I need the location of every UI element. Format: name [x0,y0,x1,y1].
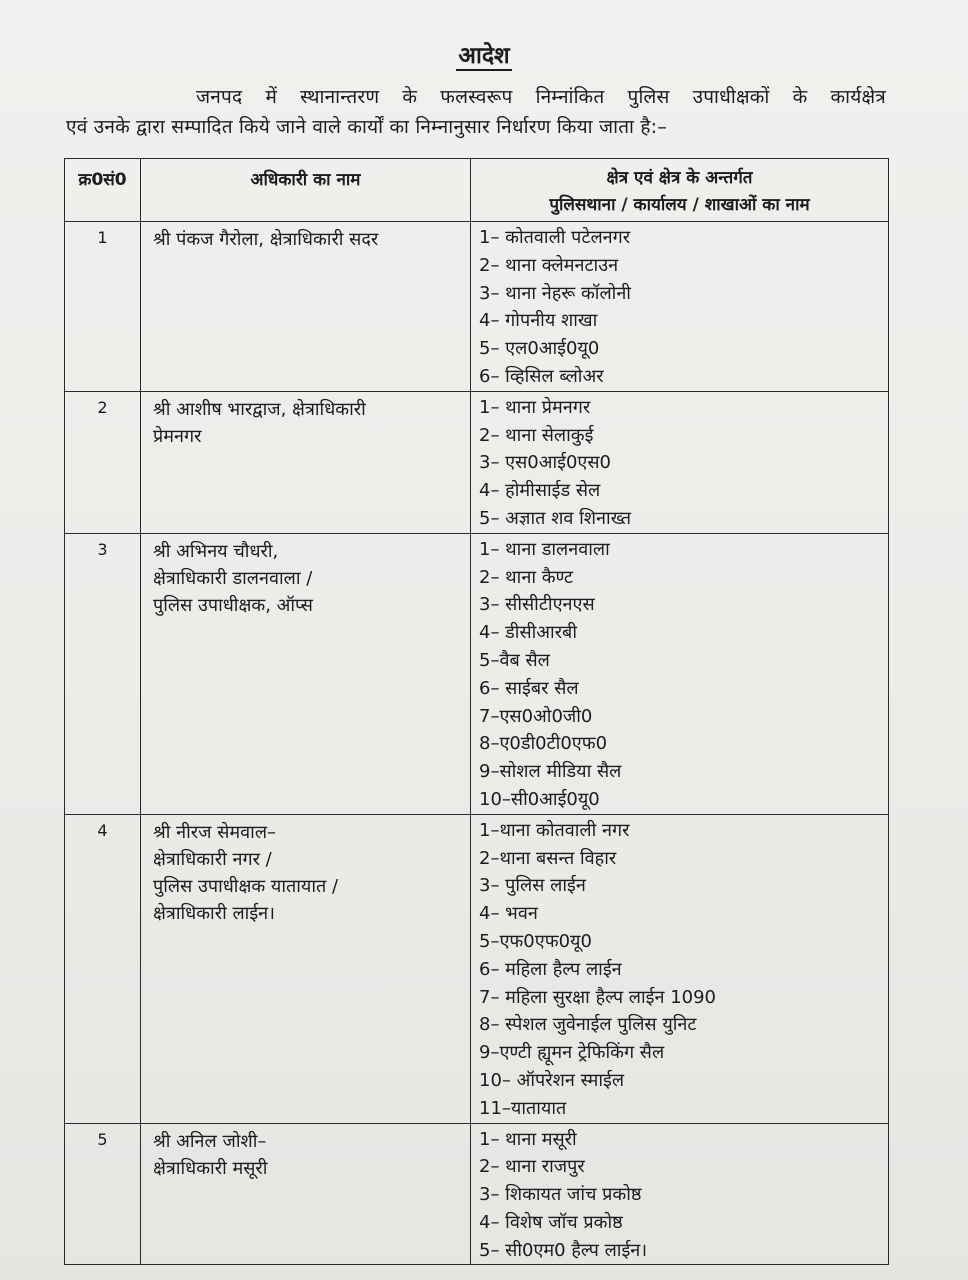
table-body [65,222,889,1265]
officer-name-line: श्री पंकज गैरोला, क्षेत्राधिकारी सदर [153,229,379,250]
list-item: 9–सोशल मीडिया सैल [479,761,622,783]
list-item: 11–यातायात [479,1097,567,1119]
list-item: 7–एस0ओ0जी0 [479,705,593,727]
list-item: 2– थाना राजपुर [479,1156,585,1178]
officer-name-line: क्षेत्राधिकारी नगर / [153,848,272,870]
list-item: 5– अज्ञात शव शिनाख्त [479,507,631,529]
list-item: 5– सी0एम0 हैल्प लाईन। [479,1239,648,1261]
header-area-line-2: पुलिसथाना / कार्यालय / शाखाओं का नाम [549,195,810,215]
officer-name-line: श्री नीरज सेमवाल– [153,821,277,843]
serial-number: 4 [65,814,141,1123]
assigned-area-cell [471,222,889,392]
officer-name-line: क्षेत्राधिकारी डालनवाला / [153,567,313,589]
serial-number: 1 [65,222,141,392]
assignment-table [64,158,889,1265]
list-item: 1–थाना कोतवाली नगर [479,819,630,841]
list-item: 1– कोतवाली पटेलनगर [479,227,631,248]
list-item: 2– थाना कैण्ट [479,566,573,588]
serial-number: 3 [65,533,141,814]
header-serial: क्र0सं0 [65,159,141,222]
list-item: 8– स्पेशल जुवेनाईल पुलिस युनिट [479,1014,697,1036]
document-title: आदेश [458,43,510,69]
list-item: 2– थाना क्लेमनटाउन [479,254,619,276]
officer-name-line: श्री अभिनय चौधरी, [153,540,279,562]
assigned-area-cell [471,533,889,814]
officer-name-line: क्षेत्राधिकारी लाईन। [153,902,275,924]
assigned-area-cell [471,391,889,533]
list-item: 1– थाना प्रेमनगर [479,396,591,418]
table-row [65,533,889,814]
list-item: 10– ऑपरेशन स्माईल [479,1069,625,1091]
list-item: 6– साईबर सैल [479,677,579,699]
list-item: 1– थाना डालनवाला [479,538,610,560]
intro-line-1: जनपद में स्थानान्तरण के फलस्वरूप निम्नांकित पुलिस उपाधीक्षकों के कार्यक्षेत्र [196,86,886,108]
serial-number: 5 [65,1123,141,1265]
list-item: 8–ए0डी0टी0एफ0 [479,733,608,755]
list-item: 3– एस0आई0एस0 [479,452,612,474]
officer-name-line: श्री आशीष भारद्वाज, क्षेत्राधिकारी [153,398,366,420]
header-officer-name: अधिकारी का नाम [141,159,471,222]
officer-name-cell [141,814,471,1123]
list-item: 5–एफ0एफ0यू0 [479,930,592,952]
list-item: 4– होमीसाईड सेल [479,480,601,502]
list-item: 3– शिकायत जांच प्रकोष्ठ [479,1184,642,1206]
list-item: 3– पुलिस लाईन [479,875,586,897]
list-item: 4– डीसीआरबी [479,622,577,644]
list-item: 4– विशेष जॉच प्रकोष्ठ [479,1211,623,1233]
table-row [65,222,889,392]
list-item: 1– थाना मसूरी [479,1128,577,1150]
list-item: 9–एण्टी ह्यूमन ट्रेफिकिंग सैल [479,1042,665,1064]
officer-name-cell [141,222,471,392]
table-row [65,391,889,533]
header-area [471,159,889,222]
officer-name-cell [141,533,471,814]
list-item: 4– गोपनीय शाखा [479,310,598,332]
list-item: 2–थाना बसन्त विहार [479,847,617,869]
officer-name-line: पुलिस उपाधीक्षक यातायात / [153,875,339,897]
header-area-line-1: क्षेत्र एवं क्षेत्र के अन्तर्गत [606,168,753,188]
list-item: 7– महिला सुरक्षा हैल्प लाईन 1090 [479,986,717,1008]
list-item: 3– सीसीटीएनएस [479,594,595,616]
officer-name-line: क्षेत्राधिकारी मसूरी [153,1157,268,1179]
list-item: 10–सी0आई0यू0 [479,788,600,810]
list-item: 6– व्हिसिल ब्लोअर [479,365,604,387]
list-item: 2– थाना सेलाकुई [479,424,594,446]
list-item: 6– महिला हैल्प लाईन [479,958,622,980]
assigned-area-cell [471,1123,889,1265]
table-header-row [65,159,889,222]
serial-number: 2 [65,391,141,533]
officer-name-line: श्री अनिल जोशी– [153,1130,267,1152]
intro-paragraph [66,82,886,142]
list-item: 3– थाना नेहरू कॉलोनी [479,282,631,304]
table-row [65,814,889,1123]
intro-line-2: एवं उनके द्वारा सम्पादित किये जाने वाले कार्यों का निम्नानुसार निर्धारण किया जाता है:– [66,116,667,138]
officer-name-cell [141,391,471,533]
officer-name-cell [141,1123,471,1265]
table-row [65,1123,889,1265]
assigned-area-cell [471,814,889,1123]
list-item: 5–वैब सैल [479,649,550,671]
list-item: 5– एल0आई0यू0 [479,338,600,360]
officer-name-line: प्रेमनगर [153,425,202,447]
officer-name-line: पुलिस उपाधीक्षक, ऑप्स [153,594,313,616]
list-item: 4– भवन [479,903,538,925]
